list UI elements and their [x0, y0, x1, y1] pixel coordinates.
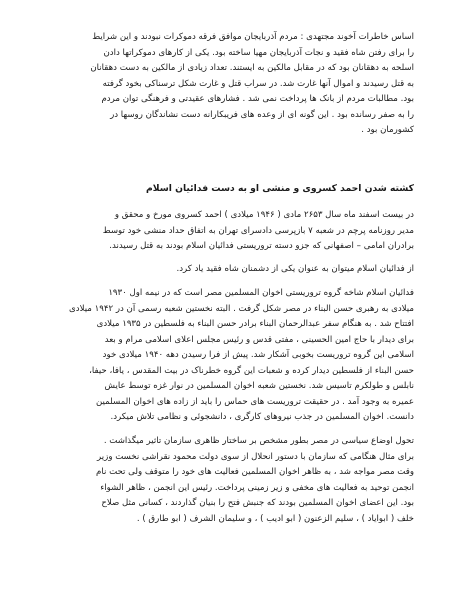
text-line: افتتاح شد . به هنگام سفر عبدالرحمان البناء برادر حسن البناء به فلسطین در ۱۹۳۵ میلادی: [96, 319, 414, 329]
text-line: عمیره به وجود آمد . در حقیقت تروریست های حماس را باید از زاده های اخوان المسلمین: [96, 396, 414, 407]
text-line: از فدائیان اسلام میتوان به عنوان یکی از دشمنان شاه فقید یاد کرد.: [176, 264, 414, 274]
text-line: دانست. اخوان المسلمین در جذب نیروهای کارگری ، دانشجوئی و نظامی تلاش میکرد.: [110, 412, 414, 422]
text-line: بود. مطالبات مردم از بانک ها پرداخت نمی شد . فشارهای عقیدتی و فرهنگی توان مردم: [101, 94, 414, 104]
text-line: در بیست اسفند ماه سال ۲۶۵۳ مادی ( ۱۹۴۶ میلادی ) احمد کسروی مورخ و محقق و: [114, 210, 414, 220]
text-line: تحول اوضاع سیاسی در مصر بطور مشخص بر ساختار ظاهری سازمان تاثیر میگذاشت .: [103, 436, 414, 446]
paragraph-kasravi-assassination: [52, 208, 414, 255]
text-line: مدیر روزنامه پرچم در شعبه ۷ بازپرسی دادسرای تهران به اتفاق حداد منشی خود توسط: [102, 225, 414, 236]
text-line: اسلحه به دهقانان بود که در مقابل مالکین به ایستند. تعداد زیادی از مالکین به دست دهقانان: [90, 63, 414, 73]
text-line: را به صفر رسانده بود . این گونه ای از وعده های فریبکارانه دست نشاندگان روسها در: [110, 109, 414, 120]
text-line: میلادی به رهبری حسن البناء در مصر شکل گرفت . البته نخستین شعبه رسمی آن در ۱۹۴۲ میلادی: [69, 303, 414, 314]
text-line: وقت مصر مواجه شد ، به ظاهر اخوان المسلمین فعالیت های خود را متوقف ولی تحت نام: [96, 467, 414, 477]
text-line: خلف ( ابوایاد ) ، سلیم الزعنون ( ابو ادیب ) ، و سلیمان الشرف ( ابو طارق ) .: [136, 513, 414, 524]
text-line: برای مثال هنگامی که سازمان با دستور انحلال از سوی دولت محمود نقراشی نخست وزیر: [97, 451, 414, 462]
text-line: بود. این اعضای اخوان المسلمین بودند که جنبش فتح را بنیان گذاردند ، کسانی مثل صلاح: [101, 498, 414, 508]
text-line: برای دیدار با حاج امین الحسینی ، مفتی قدس و رئیس مجلس اعلای اسلامی مرام و بعد: [104, 334, 414, 345]
text-line: فدائیان اسلام شاخه گروه تروریستی اخوان المسلمین مصر است که در نیمه اول ۱۹۳۰: [108, 288, 414, 298]
text-line: به قتل رسیدند و اموال آنها غارت شد. در سراب قتل و غارت شکل ترسناکی بخود گرفته: [102, 78, 414, 89]
paragraph-political-developments: [52, 434, 414, 527]
section-heading: کشته شدن احمد کسروی و منشی او به دست فدائیان اسلام: [146, 183, 414, 194]
text-line: را برای رفتن شاه فقید و نجات آذربایجان مهیا ساخته بود. یکی از کارهای دموکراتها دادن: [103, 47, 414, 58]
paragraph-kasravi-memoir: [52, 30, 414, 139]
text-line: برادران امامی – اصفهانی که جزو دسته تروریستی فدائیان اسلام بودند به قتل رسیدند.: [109, 241, 414, 251]
text-line: حسن البناء از فلسطین دیدار کرده و شعبات این گروه خطرناک در بیت المقدس ، یافا، حیفا،: [89, 365, 414, 376]
text-line: انجمن توحید به فعالیت های مخفی و زیر زمینی پرداخت. رئیس این انجمن ، ظاهر الشواء: [100, 482, 414, 493]
paragraph-muslim-brotherhood: [52, 286, 414, 426]
paragraph-fadaiyan-enemy: [52, 262, 414, 278]
text-line: نابلس و طولکرم تاسیس شد. نخستین شعبه اخوان المسلمین در نوار غزه توسط عایش: [104, 381, 414, 391]
text-line: اسلامی این گروه تروریست بخوبی آشکار شد. پیش از فرا رسیدن دهه ۱۹۴۰ میلادی خود: [102, 350, 414, 360]
text-line: اساس خاطرات آخوند مجتهدی : مردم آذربایجان موافق فرقه دموکرات نبودند و این شرایط: [92, 32, 414, 42]
text-line: کشورمان بود .: [361, 125, 414, 135]
